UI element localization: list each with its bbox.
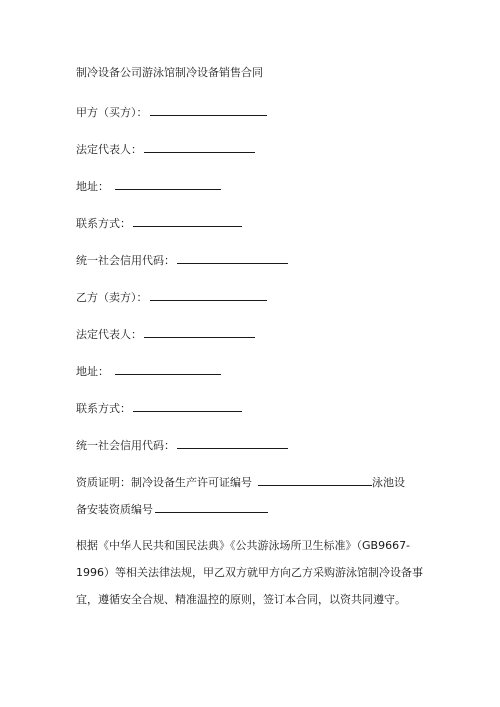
party-a-legal-rep-blank[interactable] bbox=[144, 141, 255, 153]
preamble-text-1: 根据《中华人民共和国民法典》《公共游泳场所卫生标准》（GB9667- bbox=[76, 539, 411, 552]
party-b-contact-label: 联系方式： bbox=[76, 402, 131, 415]
party-a-credit-code-line bbox=[76, 252, 288, 268]
party-b-credit-code-label: 统一社会信用代码： bbox=[76, 439, 175, 452]
party-b-credit-code-blank[interactable] bbox=[177, 437, 288, 449]
production-license-blank[interactable] bbox=[258, 474, 372, 486]
preamble-text-2: 1996）等相关法律法规，甲乙双方就甲方向乙方采购游泳馆制冷设备事 bbox=[76, 566, 423, 579]
party-b-contact-line bbox=[76, 400, 242, 416]
preamble-line-1 bbox=[76, 539, 428, 553]
party-a-credit-code-blank[interactable] bbox=[177, 252, 288, 264]
party-b-line bbox=[76, 289, 267, 305]
party-a-line bbox=[76, 104, 267, 120]
party-b-label: 乙方（卖方）： bbox=[76, 291, 148, 304]
party-b-address-line bbox=[76, 363, 221, 379]
party-b-legal-rep-blank[interactable] bbox=[144, 326, 255, 338]
qualification-label: 资质证明：制冷设备生产许可证编号 bbox=[76, 476, 252, 489]
qualification-suffix: 泳池设 bbox=[372, 476, 405, 489]
party-b-credit-code-line bbox=[76, 437, 288, 453]
party-a-legal-rep-line bbox=[76, 141, 255, 157]
party-b-legal-rep-line bbox=[76, 326, 255, 342]
party-b-blank[interactable] bbox=[150, 289, 267, 301]
qualification-line-1 bbox=[76, 474, 405, 490]
party-a-contact-blank[interactable] bbox=[133, 215, 242, 227]
preamble-line-3 bbox=[76, 593, 428, 607]
party-a-blank[interactable] bbox=[150, 104, 267, 116]
party-a-contact-line bbox=[76, 215, 242, 231]
party-a-address-line bbox=[76, 178, 221, 194]
installation-qualification-label: 备安装资质编号 bbox=[76, 503, 153, 516]
installation-qualification-blank[interactable] bbox=[155, 501, 268, 513]
party-a-contact-label: 联系方式： bbox=[76, 217, 131, 230]
qualification-line-2 bbox=[76, 501, 268, 517]
party-b-address-label: 地址： bbox=[76, 365, 109, 378]
party-b-legal-rep-label: 法定代表人： bbox=[76, 328, 142, 341]
title-text: 制冷设备公司游泳馆制冷设备销售合同 bbox=[76, 66, 263, 79]
party-a-address-blank[interactable] bbox=[115, 178, 221, 190]
party-a-credit-code-label: 统一社会信用代码： bbox=[76, 254, 175, 267]
party-b-contact-blank[interactable] bbox=[133, 400, 242, 412]
preamble-text-3: 宜，遵循安全合规、精准温控的原则，签订本合同，以资共同遵守。 bbox=[76, 593, 406, 606]
contract-title bbox=[76, 66, 263, 80]
party-b-address-blank[interactable] bbox=[115, 363, 221, 375]
party-a-address-label: 地址： bbox=[76, 180, 109, 193]
party-a-label: 甲方（买方）： bbox=[76, 106, 148, 119]
party-a-legal-rep-label: 法定代表人： bbox=[76, 143, 142, 156]
preamble-line-2 bbox=[76, 566, 428, 580]
